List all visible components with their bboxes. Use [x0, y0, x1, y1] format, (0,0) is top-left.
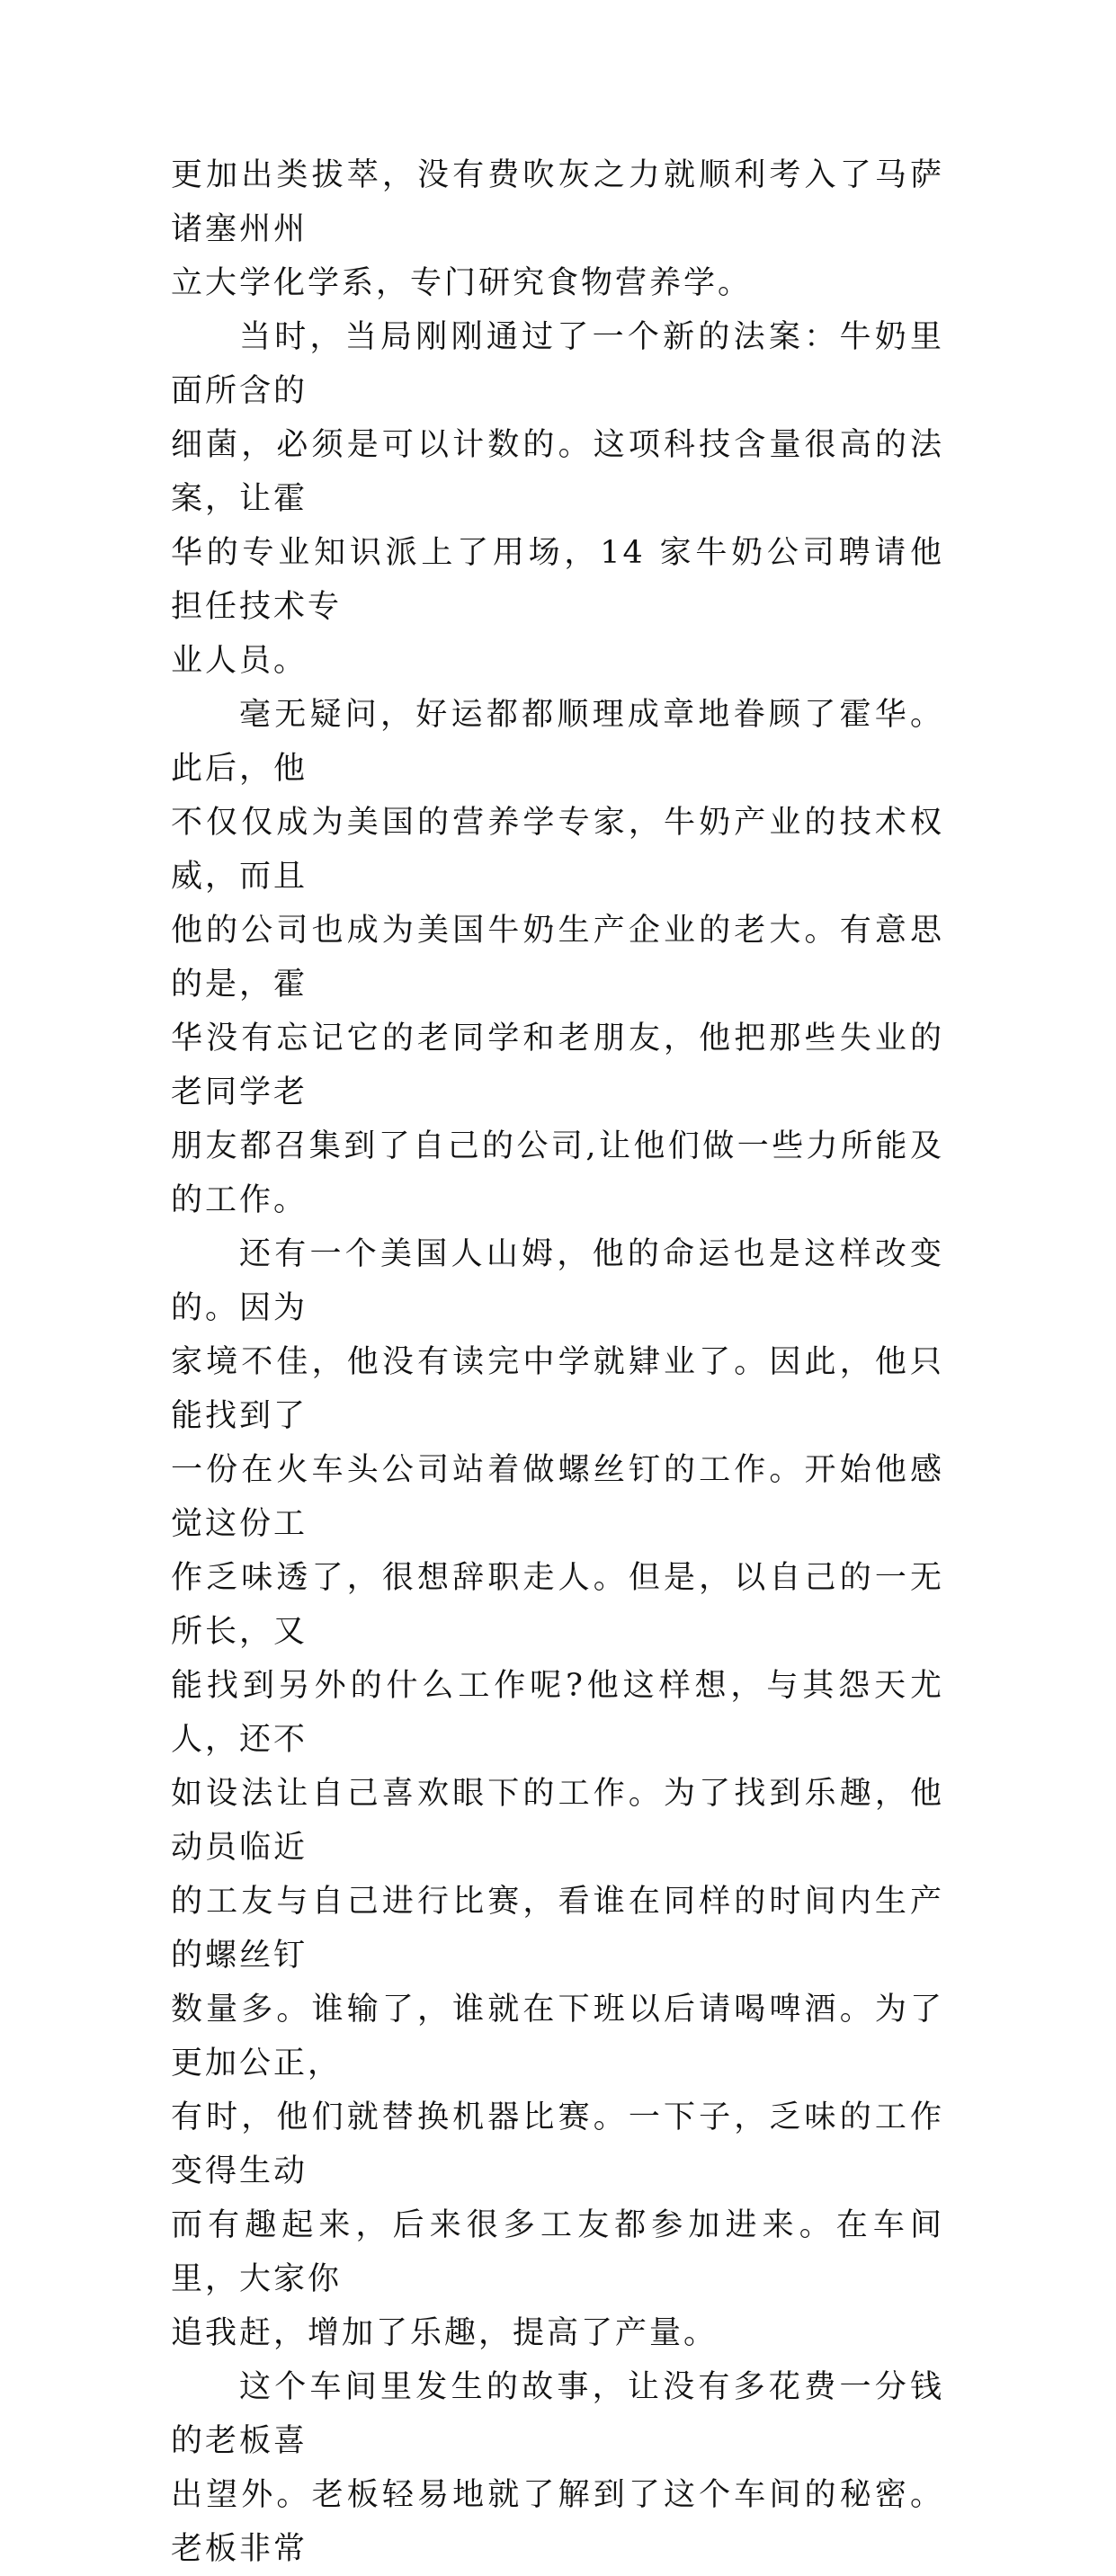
text-line: 数量多。谁输了，谁就在下班以后请喝啤酒。为了更加公正，	[171, 1992, 944, 2081]
paragraph-5	[171, 2360, 944, 2576]
text-line: 追我赶，增加了乐趣，提高了产量。	[171, 2315, 719, 2351]
paragraph-4	[171, 1227, 944, 2360]
text-line: 还有一个美国人山姆，他的命运也是这样改变的。因为	[171, 1236, 944, 1326]
text-line: 更加出类拔萃，没有费吹灰之力就顺利考入了马萨诸塞州州	[171, 157, 944, 247]
text-line: 作乏味透了，很想辞职走人。但是，以自己的一无所长，又	[171, 1560, 944, 1650]
text-line: 他的公司也成为美国牛奶生产企业的老大。有意思的是，霍	[171, 913, 944, 1003]
text-line: 业人员。	[171, 643, 308, 679]
text-line: 当时，当局刚刚通过了一个新的法案：牛奶里面所含的	[171, 319, 944, 409]
paragraph-2	[171, 310, 944, 688]
text-line: 立大学化学系，专门研究食物营养学。	[171, 265, 753, 301]
paragraph-1	[171, 148, 944, 310]
text-line: 一份在火车头公司站着做螺丝钉的工作。开始他感觉这份工	[171, 1452, 944, 1542]
text-line: 细菌，必须是可以计数的。这项科技含量很高的法案，让霍	[171, 427, 944, 517]
text-line: 华的专业知识派上了用场，14 家牛奶公司聘请他担任技术专	[171, 535, 944, 625]
text-line: 出望外。老板轻易地就了解到了这个车间的秘密。老板非常	[171, 2477, 944, 2567]
text-line: 有时，他们就替换机器比赛。一下子，乏味的工作变得生动	[171, 2099, 944, 2189]
document-body	[171, 148, 944, 2576]
text-line: 而有趣起来，后来很多工友都参加进来。在车间里，大家你	[171, 2207, 944, 2297]
text-line: 不仅仅成为美国的营养学专家，牛奶产业的技术权威，而且	[171, 805, 944, 895]
text-line: 能找到另外的什么工作呢?他这样想，与其怨天尤人，还不	[171, 1668, 944, 1758]
text-line: 这个车间里发生的故事，让没有多花费一分钱的老板喜	[171, 2369, 944, 2459]
text-line: 如设法让自己喜欢眼下的工作。为了找到乐趣，他动员临近	[171, 1776, 944, 1866]
text-line: 朋友都召集到了自己的公司,让他们做一些力所能及的工作。	[171, 1128, 944, 1218]
text-line: 华没有忘记它的老同学和老朋友，他把那些失业的老同学老	[171, 1021, 944, 1110]
paragraph-3	[171, 688, 944, 1227]
text-line: 的工友与自己进行比赛，看谁在同样的时间内生产的螺丝钉	[171, 1884, 944, 1974]
text-line: 家境不佳，他没有读完中学就肄业了。因此，他只能找到了	[171, 1344, 944, 1434]
text-line: 毫无疑问，好运都都顺理成章地眷顾了霍华。此后，他	[171, 697, 944, 787]
